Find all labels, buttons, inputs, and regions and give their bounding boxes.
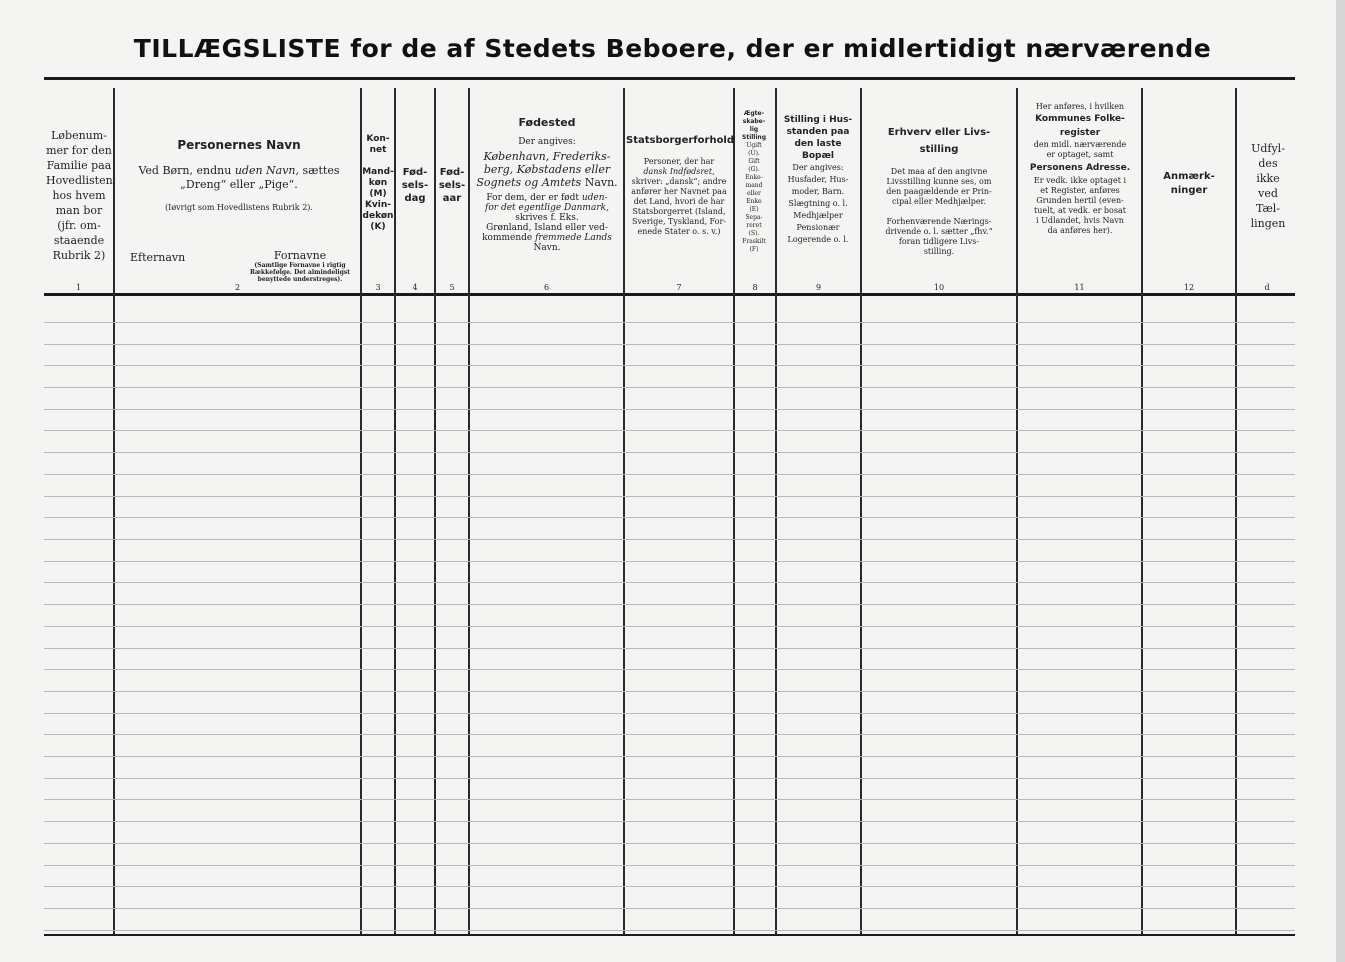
col6-number: 6 [543, 283, 550, 292]
entry-line [44, 713, 1295, 714]
entry-line [44, 930, 1295, 931]
col6-note-italic: uden- for det egentlige Danmark, [485, 193, 609, 213]
column-divider [434, 88, 436, 934]
column-divider [1016, 88, 1018, 934]
header-rule [44, 293, 1295, 296]
col1-number: 1 [75, 283, 82, 292]
entry-line [44, 604, 1295, 605]
bottom-rule [44, 934, 1295, 936]
col7-text-pre: Personer, der har [643, 157, 715, 166]
col11-header [1020, 102, 1140, 236]
col3-number: 3 [375, 283, 381, 292]
column-divider [468, 88, 470, 934]
col12-title: Anmærk- ninger [1163, 171, 1215, 196]
col7-text [626, 157, 732, 237]
col4-number: 4 [412, 283, 418, 292]
col11-number: 11 [1074, 283, 1085, 292]
entry-line [44, 843, 1295, 844]
form-title [0, 34, 1345, 63]
entry-line [44, 799, 1295, 800]
entry-line [44, 561, 1295, 562]
col2-sub-pre: Ved Børn, endnu [138, 164, 235, 177]
col1-header [46, 128, 117, 263]
col2-sub-post: sættes „Dreng“ eller „Pige“. [180, 164, 340, 191]
col6-places-italic: København, Frederiks- berg, Købstadens eller Sognets og Amtets [476, 150, 611, 189]
column-divider [1235, 88, 1237, 934]
entry-line [44, 322, 1295, 323]
col6-title-text: Fødested [518, 116, 576, 129]
col12-number: 12 [1183, 283, 1195, 292]
col2-title-text: Personernes Navn [177, 138, 301, 152]
column-divider [1141, 88, 1143, 934]
entry-line [44, 756, 1295, 757]
form-title-lead: TILLÆGSLISTE [133, 34, 342, 63]
column-divider [623, 88, 625, 934]
col11-title2: Personens Adresse. [1029, 163, 1131, 173]
col6-title [472, 117, 622, 128]
entry-line [44, 582, 1295, 583]
col2-fornavne: Fornavne [273, 249, 327, 262]
col2-note: (Iøvrigt som Hovedlistens Rubrik 2). [165, 203, 313, 212]
col6-note [472, 193, 622, 253]
cold-number: d [1264, 283, 1270, 292]
col11-title: Kommunes Folke- register [1035, 114, 1125, 138]
col6-places-tail: Navn. [581, 176, 618, 189]
col6-note-italic2: fremmede Lands [535, 233, 612, 243]
top-rule [44, 77, 1295, 80]
col10-title [864, 124, 1014, 158]
col11-text: Er vedk. ikke optaget i et Register, anføres Grunden hertil (even- tuelt, at vedk. er bosat i Udlandet, hvis Navn da anføres her). [1033, 176, 1127, 235]
entry-line [44, 865, 1295, 866]
page-edge [1336, 0, 1345, 962]
col5-header [436, 166, 468, 205]
entry-line [44, 734, 1295, 735]
col9-text: Der angives: Husfader, Hus- moder, Barn. Slægtning o. l. Medhjælper Pensionær Logerende o. l. [787, 163, 849, 244]
col10-title-text: Erhverv eller Livs- stilling [887, 127, 991, 155]
col1-text: Løbenum- mer for den Familie paa Hovedlisten, hos hvem man bor (jfr. om- staaende Rubrik 2) [46, 129, 117, 262]
col6-note-pre: For dem, der er født [486, 193, 582, 203]
col7-text-italic: dansk Indfødsret, [643, 167, 715, 176]
entry-line [44, 452, 1295, 453]
column-divider [860, 88, 862, 934]
col5-number: 5 [449, 283, 455, 292]
col11-mid: den midl. nærværende er optaget, samt [1033, 140, 1127, 159]
col7-title [626, 135, 735, 146]
col7-text-post: skriver: „dansk“; andre anfører her Navnet paa det Land, hvori de har Statsborgerret (Island, Sverige, Tyskland, For- enede Stater o. s. v.) [631, 177, 727, 236]
entry-line [44, 691, 1295, 692]
col6-note-post: skrives f. Eks. Grønland, Island eller ved- kommende [482, 213, 608, 243]
entry-line [44, 430, 1295, 431]
col9-number: 9 [815, 283, 822, 292]
entry-line [44, 387, 1295, 388]
col9-header [777, 114, 859, 246]
col6-sub: Der angives: [518, 137, 576, 147]
col2-sub-italic: uden Navn, [234, 164, 300, 177]
col6-places [472, 150, 622, 189]
cold-text: Udfyl- des ikke ved Tæl- lingen [1250, 142, 1286, 230]
entry-line [44, 648, 1295, 649]
entry-line [44, 365, 1295, 366]
entry-line [44, 409, 1295, 410]
col6-note-tail: Navn. [533, 243, 561, 253]
col3-text: Kon- net Mand- køn (M) Kvin- dekøn (K) [362, 134, 394, 232]
form-title-rest: for de af Stedets Beboere, der er midlertidigt nærværende [350, 34, 1212, 63]
col10-number: 10 [933, 283, 945, 292]
col8-header [735, 110, 773, 254]
entry-line [44, 496, 1295, 497]
col9-title: Stilling i Hus- standen paa den laste Bopæl [783, 115, 853, 161]
entry-line [44, 778, 1295, 779]
column-divider [113, 88, 115, 934]
cold-header [1238, 141, 1298, 231]
col8-title: Ægte- skabe- lig Stilling [742, 110, 766, 141]
entry-line [44, 886, 1295, 887]
col11-pre: Her anføres, i hvilken [1035, 102, 1125, 111]
col5-text: Fød- sels- aar [438, 167, 466, 204]
col10-text: Det maa af den angivne Livsstilling kunne ses, om den paagældende er Prin- cipal eller Medhjælper. Forhenværende Nærings- drivende o. l. sætter „fhv.“ foran tidligere Livs- stilling. [885, 167, 993, 256]
entry-line [44, 517, 1295, 518]
entry-line [44, 539, 1295, 540]
col7-title-text: Statsborgerforhold [626, 135, 735, 146]
column-divider [394, 88, 396, 934]
col7-number: 7 [676, 283, 682, 292]
col2-subtitle [120, 164, 358, 192]
col8-text: Ugift (U). Gift (G). Enke- mand eller Enke (E) Sepa- reret (S). Fraskilt (F) [742, 142, 766, 253]
col4-header [397, 166, 433, 205]
col3-header [362, 134, 394, 233]
col2-title [120, 140, 358, 151]
entry-line [44, 344, 1295, 345]
entry-line [44, 821, 1295, 822]
col2-efternavn: Efternavn [130, 251, 186, 264]
col12-header [1145, 170, 1233, 198]
entry-line [44, 908, 1295, 909]
col8-number: 8 [752, 283, 758, 292]
entry-line [44, 474, 1295, 475]
col2-fornavne-note: (Samtlige Fornavne i rigtig Rækkefølge. Det almindeligst benyttede understreges). [249, 262, 351, 283]
col2-number: 2 [234, 283, 241, 292]
entry-line [44, 669, 1295, 670]
col4-text: Fød- sels- dag [401, 167, 429, 204]
entry-line [44, 626, 1295, 627]
